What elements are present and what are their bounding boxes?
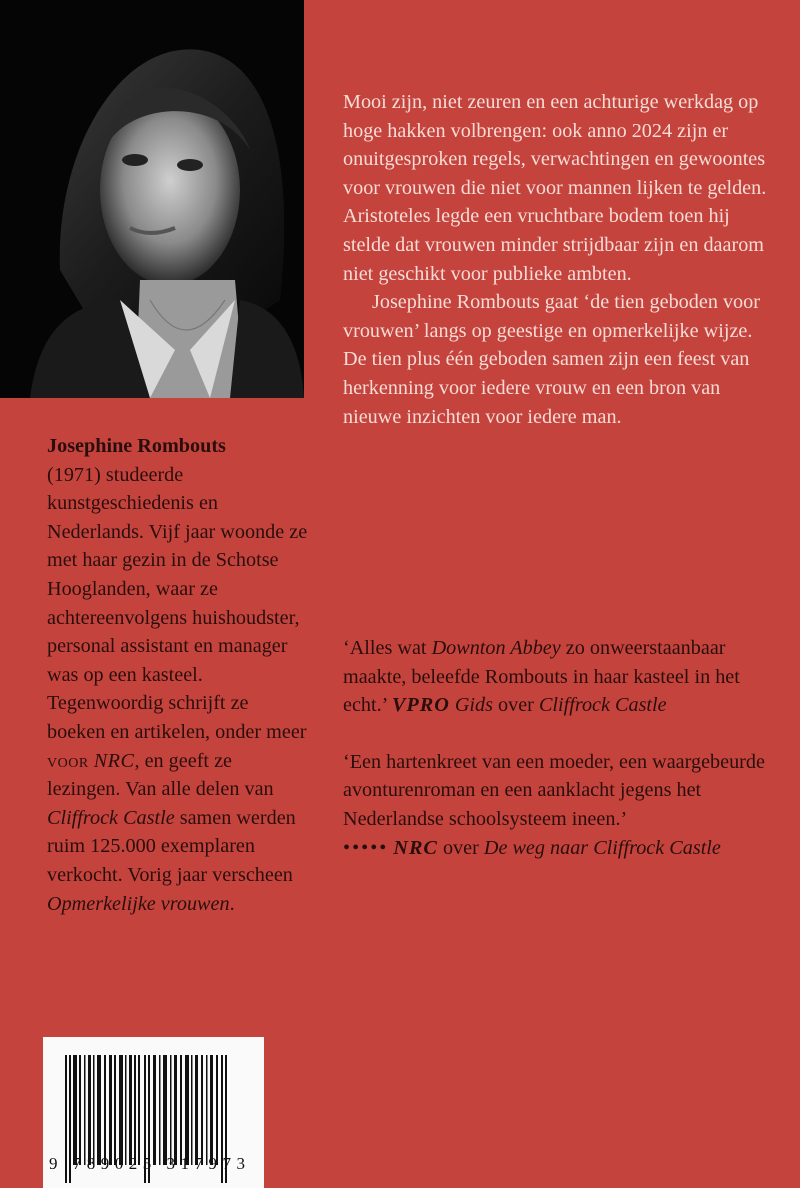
bio-text-3: samen werden ruim 125.000 exemplaren verkocht. Vorig jaar verscheen [47,806,296,886]
review-quotes [343,634,773,890]
author-photo [0,0,304,398]
rating-dots: ••••• [343,836,389,859]
bio-last-book: Opmerkelijke vrouwen [47,892,230,915]
blurb-paragraph-1: Mooi zijn, niet zeuren en een achturige werkdag op hoge hakken volbrengen: ook anno 2024 zijn er onuitgesproken regels, verwachtingen en gewoontes voor vrouwen die niet voor mannen lijken te gelden. Aristoteles legde een vruchtbare bodem toen hij stelde dat vrouwen minder strijdbaar zijn en daarom niet geschikt voor publieke ambten. [343,91,767,285]
barcode [43,1037,264,1188]
bio-nrc: NRC [93,749,135,772]
quote-2 [343,748,773,862]
quote-1-source-rest: Gids [449,694,493,717]
quote-2-over: over [437,836,484,859]
quote-1-book: Cliffrock Castle [538,694,667,717]
author-name: Josephine Rombouts [47,435,226,457]
bio-text: (1971) studeerde kunstgeschiedenis en Nederlands. Vijf jaar woonde ze met haar gezin in de Schotse Hooglanden, waar ze achtereenvolgens huishoudster, personal assistant en manager was op een kasteel. Tegenwoordig schrijft ze boeken en artikelen, onder meer [47,463,308,743]
book-blurb [343,88,773,431]
bio-text-2: , en geeft ze lezingen. Van alle delen van [47,749,274,801]
blurb-paragraph-2: Josephine Rombouts gaat ‘de tien geboden voor vrouwen’ langs op geestige en opmerkelijke wijze. De tien plus één geboden samen zijn een feest van herkenning voor iedere vrouw en een bron van nieuwe inzichten voor iedere man. [343,291,760,428]
bio-ending: . [229,892,235,915]
bio-book-title: Cliffrock Castle [47,806,175,829]
bio-voor: voor [47,749,89,772]
quote-2-book: De weg naar Cliffrock Castle [483,836,721,859]
quote-2-source: NRC [393,836,438,859]
quote-1-source: VPRO [391,694,450,717]
quote-1-open: ‘Alles wat [343,637,432,659]
isbn-number: 9 789025 317973 [49,1154,251,1173]
author-bio [47,432,309,918]
quote-1-over: over [492,694,539,717]
quote-1-title: Downton Abbey [431,637,561,659]
quote-1-text: zo onweerstaanbaar maakte, beleefde Rombouts in haar kasteel in het echt.’ [343,637,740,717]
quote-1 [343,634,773,720]
quote-2-text: ‘Een hartenkreet van een moeder, een waargebeurde avonturenroman en een aanklacht jegens het Nederlandse schoolsysteem ineen.’ [343,750,765,830]
